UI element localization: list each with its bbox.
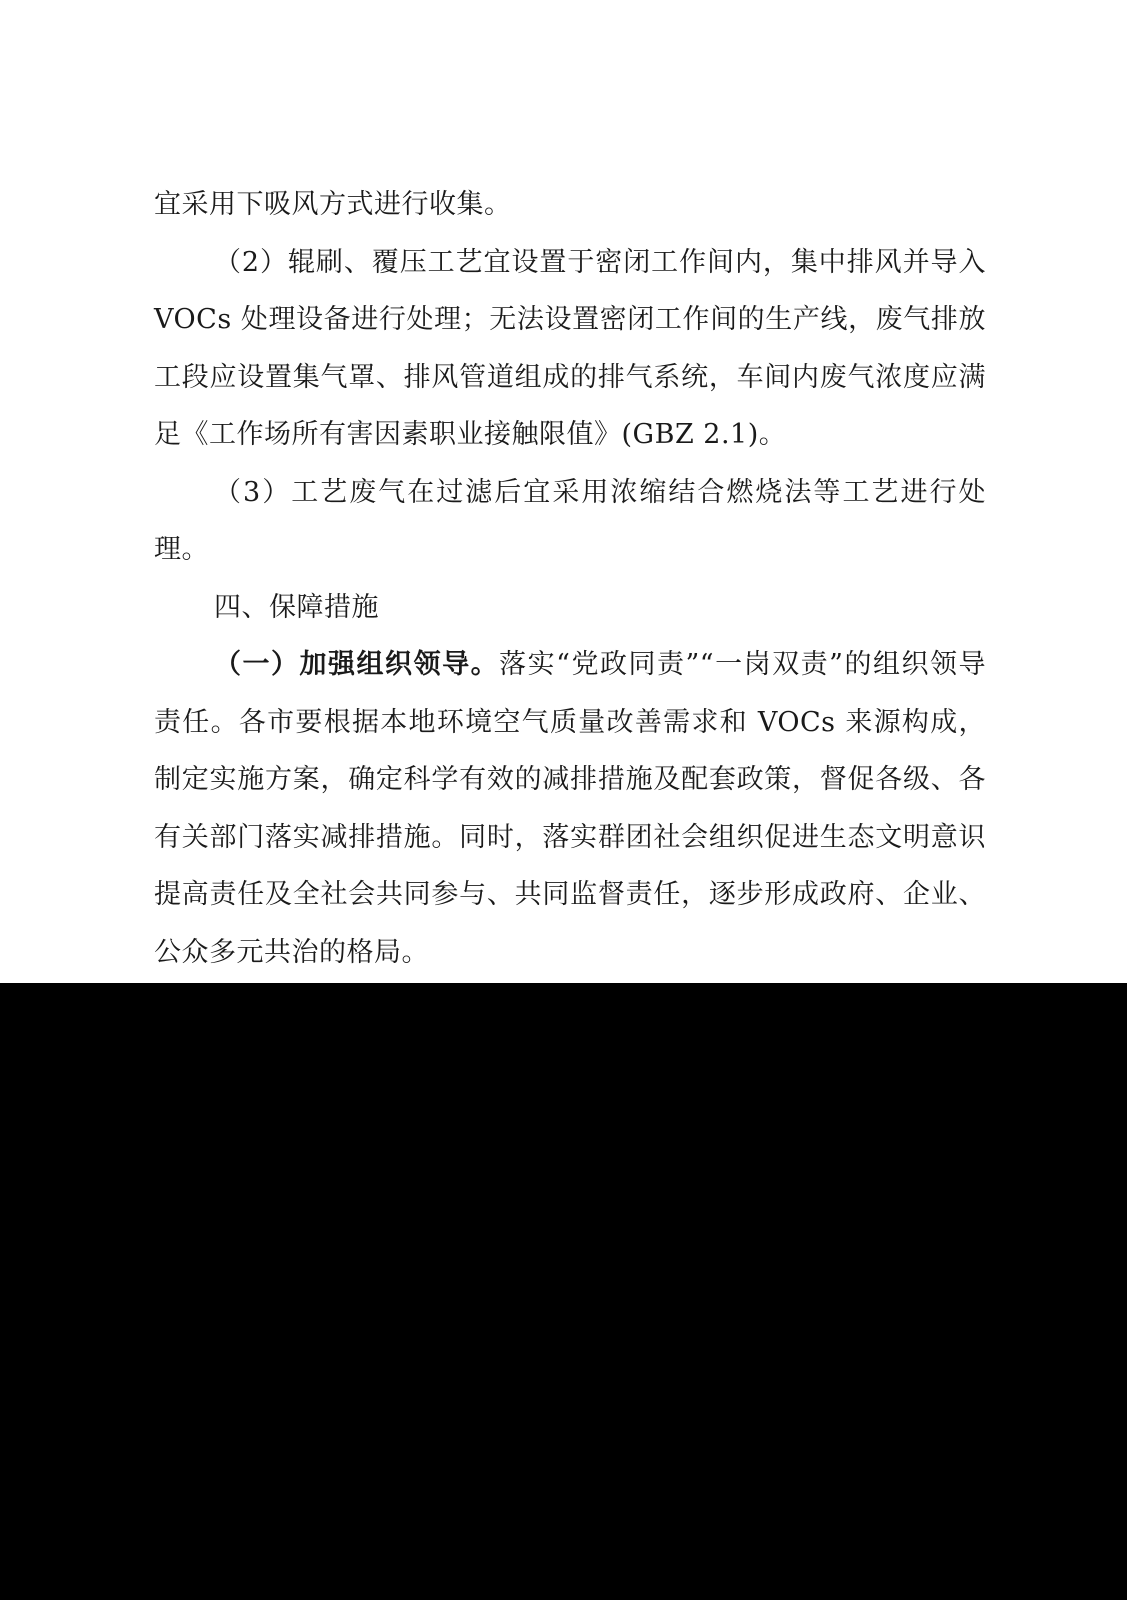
paragraph-body: 落实“党政同责”“一岗双责”的组织领导责任。各市要根据本地环境空气质量改善需求和 VOCs 来源构成，制定实施方案，确定科学有效的减排措施及配套政策，督促各级、各有关部门落实减排措施。同时，落实群团社会组织促进生态文明意识提高责任及全社会共同参与、共同监督责任，逐步形成政府、企业、公众多元共治的格局。 (154, 649, 986, 968)
paragraph-item-2: （2）辊刷、覆压工艺宜设置于密闭工作间内，集中排风并导入 VOCs 处理设备进行处理；无法设置密闭工作间的生产线，废气排放工段应设置集气罩、排风管道组成的排气系统，车间内废气浓度应满足《工作场所有害因素职业接触限值》(GBZ 2.1)。 (154, 246, 986, 450)
section-heading: 四、保障措施 (214, 591, 379, 623)
paragraph-lead: （一）加强组织领导。 (214, 649, 500, 680)
redacted-black-area (0, 983, 1127, 1600)
paragraph-continuation: 宜采用下吸风方式进行收集。 (154, 189, 512, 220)
paragraph-organization-leadership (154, 636, 986, 981)
document-body (154, 176, 986, 1011)
paragraph-item-3: （3）工艺废气在过滤后宜采用浓缩结合燃烧法等工艺进行处理。 (154, 476, 986, 565)
